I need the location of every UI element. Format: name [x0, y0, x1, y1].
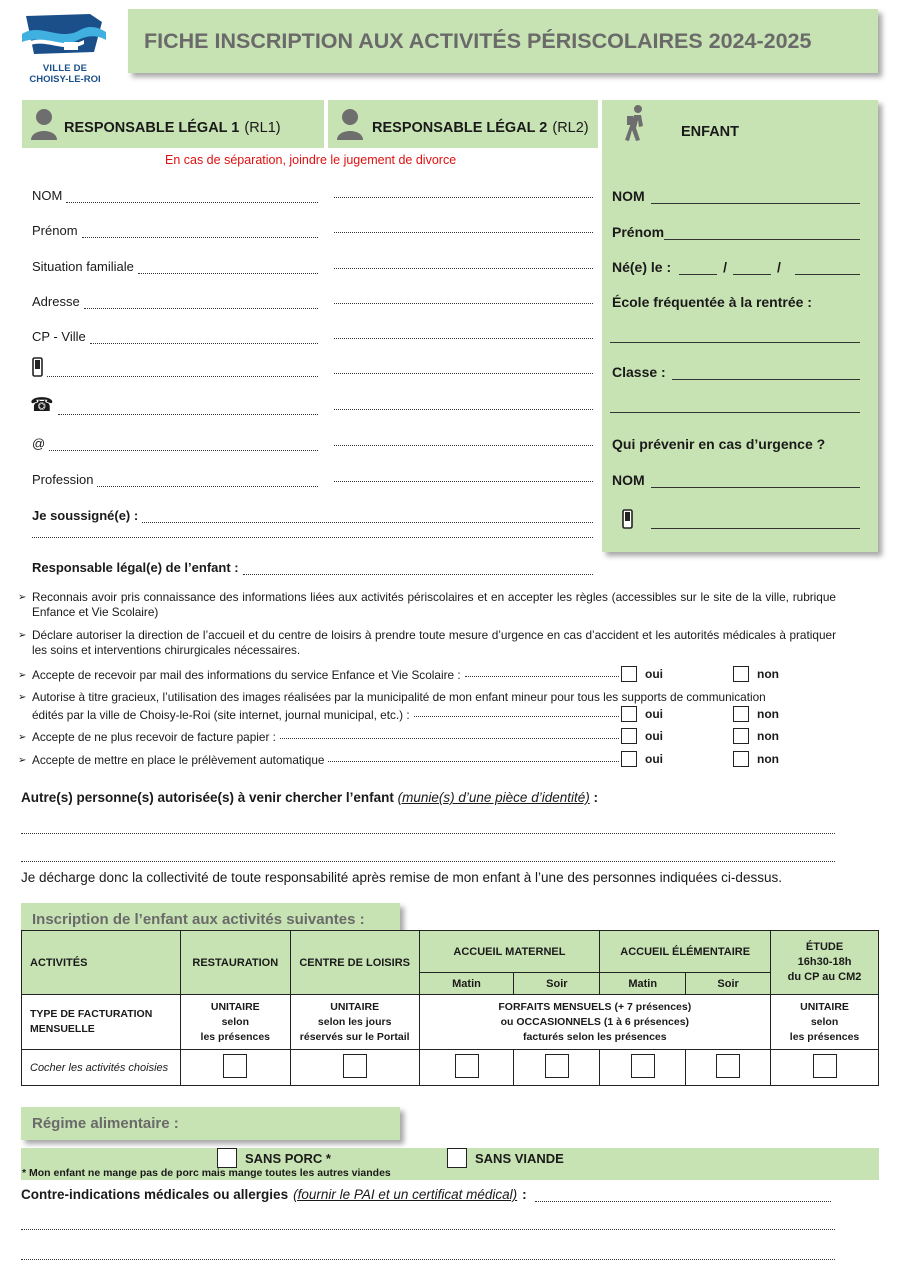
- enfant-ecole: [612, 294, 860, 310]
- enfant-classe-line[interactable]: [610, 401, 860, 413]
- rl1-code: (RL1): [244, 120, 281, 136]
- sans-porc-option[interactable]: [217, 1148, 331, 1168]
- date-separator: /: [777, 259, 781, 275]
- city-logo: [20, 12, 110, 86]
- rl1-header: [22, 100, 324, 148]
- cb-mat-matin[interactable]: [419, 1050, 514, 1086]
- checkbox[interactable]: [621, 751, 637, 767]
- cb-etude[interactable]: [771, 1050, 879, 1086]
- enfant-nom[interactable]: [612, 188, 860, 204]
- table-row-facturation: [22, 995, 879, 1050]
- bullet-reglement: [18, 590, 836, 620]
- enfant-classe[interactable]: [612, 364, 860, 380]
- oui-label: oui: [645, 729, 663, 743]
- enfant-label: ENFANT: [681, 124, 739, 140]
- type-line2: MENSUELLE: [30, 1023, 95, 1035]
- field-email-rl2[interactable]: [330, 436, 597, 446]
- bullet-text: Déclare autoriser la direction de l’accueil et du centre de loisirs à prendre toute mesure d’urgence en cas d’accident et les autorités médicales à pratiquer les soins et interventions chirurgicales nécessaires.: [32, 628, 836, 657]
- checkbox[interactable]: [223, 1054, 247, 1078]
- images-oui[interactable]: [621, 706, 663, 722]
- field-label: Qui prévenir en cas d’urgence ?: [612, 436, 826, 452]
- field-label: NOM: [612, 472, 645, 488]
- cb-elem-matin[interactable]: [600, 1050, 686, 1086]
- mat-matin: Matin: [419, 973, 514, 995]
- cb-elem-soir[interactable]: [686, 1050, 771, 1086]
- cb-mat-soir[interactable]: [514, 1050, 600, 1086]
- col-etude: [771, 931, 879, 995]
- prelevement-non[interactable]: [733, 751, 779, 767]
- field-cp[interactable]: [32, 329, 322, 344]
- sans-porc-label: SANS PORC *: [245, 1150, 331, 1166]
- bullet-text: Accepte de ne plus recevoir de facture papier :: [32, 730, 276, 744]
- field-profession[interactable]: [32, 472, 322, 487]
- facture-non[interactable]: [733, 728, 779, 744]
- enfant-naissance[interactable]: [612, 259, 860, 275]
- field-profession-rl2[interactable]: [330, 472, 597, 482]
- contre-colon: :: [522, 1187, 527, 1202]
- etude-facturation: [771, 995, 879, 1050]
- logo-line1: VILLE DE: [42, 63, 88, 74]
- non-label: non: [757, 707, 779, 721]
- bullet-text: Reconnais avoir pris connaissance des informations liées aux activités périscolaires et en accepter les règles (accessibles sur le site de la ville, rubrique Enfance et Vie Scolaire): [32, 590, 836, 619]
- checkbox[interactable]: [621, 706, 637, 722]
- etude-line3: du CP au CM2: [787, 971, 862, 983]
- non-label: non: [757, 729, 779, 743]
- page-title: FICHE INSCRIPTION AUX ACTIVITÉS PÉRISCOLAIRES 2024-2025: [144, 28, 812, 53]
- email-icon: @: [32, 436, 46, 451]
- checkbox[interactable]: [716, 1054, 740, 1078]
- activities-table: [21, 930, 879, 1086]
- resto-facturation: [180, 995, 290, 1050]
- checkbox[interactable]: [545, 1054, 569, 1078]
- regime-banner: [21, 1107, 400, 1140]
- field-label: Classe :: [612, 364, 666, 380]
- inscription-title: Inscription de l’enfant aux activités suivantes :: [32, 911, 365, 928]
- bullet-text: Accepte de recevoir par mail des informations du service Enfance et Vie Scolaire :: [32, 668, 461, 682]
- field-prenom[interactable]: [32, 223, 322, 238]
- rl1-label: RESPONSABLE LÉGAL 1: [64, 120, 240, 136]
- sans-viande-label: SANS VIANDE: [475, 1150, 564, 1166]
- elem-matin: Matin: [600, 973, 686, 995]
- checkbox[interactable]: [733, 728, 749, 744]
- checkbox[interactable]: [733, 751, 749, 767]
- bullet-facture: [18, 730, 623, 745]
- cb-centre[interactable]: [290, 1050, 419, 1086]
- field-label: Profession: [32, 472, 94, 487]
- oui-label: oui: [645, 752, 663, 766]
- checkbox[interactable]: [621, 666, 637, 682]
- separation-note: En cas de séparation, joindre le jugement de divorce: [165, 153, 457, 167]
- regime-note: * Mon enfant ne mange pas de porc mais mange toutes les autres viandes: [22, 1167, 391, 1179]
- type-facturation: [22, 995, 181, 1050]
- table-row-cocher: [22, 1050, 879, 1086]
- autres-line-1[interactable]: [21, 824, 835, 834]
- enfant-prenom[interactable]: [612, 224, 860, 240]
- images-non[interactable]: [733, 706, 779, 722]
- field-label: NOM: [32, 188, 63, 203]
- field-email[interactable]: [32, 436, 322, 451]
- field-cp-rl2[interactable]: [330, 329, 597, 339]
- checkbox[interactable]: [813, 1054, 837, 1078]
- field-adresse-rl2[interactable]: [330, 294, 597, 304]
- rl2-code: (RL2): [552, 120, 589, 136]
- field-nom[interactable]: [32, 188, 322, 203]
- etude-line2: 16h30-18h: [797, 956, 852, 968]
- field-label: Prénom: [32, 223, 78, 238]
- centre-facturation: [290, 995, 419, 1050]
- forfait-facturation: [419, 995, 770, 1050]
- checkbox[interactable]: [621, 728, 637, 744]
- field-situation-rl2[interactable]: [330, 259, 597, 269]
- enfant-ecole-line[interactable]: [610, 331, 860, 343]
- field-label: CP - Ville: [32, 329, 86, 344]
- field-label: Situation familiale: [32, 259, 134, 274]
- resto-line1: UNITAIRE: [210, 1000, 260, 1013]
- bullet-text: édités par la ville de Choisy-le-Roi (site internet, journal municipal, etc.) :: [32, 708, 410, 722]
- col-activites: ACTIVITÉS: [22, 931, 181, 995]
- contre-indications[interactable]: [21, 1187, 835, 1202]
- telephone-icon: ☎: [30, 395, 54, 416]
- prelevement-oui[interactable]: [621, 751, 663, 767]
- field-label: Je soussigné(e) :: [32, 508, 139, 523]
- bullet-text: Autorise à titre gracieux, l’utilisation des images réalisées par la municipalité de mon enfant mineur pour tous les supports de communication: [32, 690, 766, 704]
- etude-line1: ÉTUDE: [805, 941, 844, 953]
- et-line3: les présences: [789, 1030, 860, 1043]
- field-phone-rl2[interactable]: [330, 400, 597, 410]
- forf-line1: FORFAITS MENSUELS (+ 7 présences): [498, 1000, 692, 1013]
- field-mobile-rl2[interactable]: [330, 364, 597, 374]
- col-restauration: RESTAURATION: [180, 931, 290, 995]
- mail-oui[interactable]: [621, 666, 663, 682]
- person-icon: [30, 108, 58, 140]
- autres-note: (munie(s) d’une pièce d’identité): [397, 790, 590, 805]
- arrow-icon: ➢: [18, 670, 27, 681]
- centre-line1: UNITAIRE: [330, 1000, 380, 1013]
- cocher-label: Cocher les activités choisies: [22, 1050, 181, 1086]
- sans-viande-option[interactable]: [447, 1148, 564, 1168]
- table-header-row: [22, 931, 879, 973]
- field-nom-rl2[interactable]: [330, 188, 597, 198]
- autres-line-2[interactable]: [21, 852, 835, 862]
- checkbox[interactable]: [217, 1148, 237, 1168]
- enfant-urgence-nom[interactable]: [612, 472, 860, 488]
- title-banner: [128, 9, 878, 73]
- contre-line-2[interactable]: [21, 1220, 835, 1230]
- walking-child-icon: [624, 104, 650, 142]
- bullet-mail: [18, 668, 623, 683]
- field-label: Adresse: [32, 294, 80, 309]
- col-elementaire: ACCUEIL ÉLÉMENTAIRE: [600, 931, 771, 973]
- elem-soir: Soir: [686, 973, 771, 995]
- type-line1: TYPE DE FACTURATION: [30, 1008, 153, 1020]
- logo-line2: CHOISY-LE-ROI: [29, 74, 101, 85]
- col-maternel: ACCUEIL MATERNEL: [419, 931, 600, 973]
- field-mobile[interactable]: [32, 357, 322, 377]
- checkbox[interactable]: [455, 1054, 479, 1078]
- rl2-label: RESPONSABLE LÉGAL 2: [372, 120, 548, 136]
- autres-personnes-label: [21, 790, 598, 805]
- forf-line2: ou OCCASIONNELS (1 à 6 présences): [500, 1015, 690, 1028]
- facture-oui[interactable]: [621, 728, 663, 744]
- forf-line3: facturés selon les présences: [523, 1030, 667, 1043]
- rl2-header: [328, 100, 598, 148]
- contre-label: Contre-indications médicales ou allergies: [21, 1187, 289, 1202]
- field-adresse[interactable]: [32, 294, 322, 309]
- contre-note: (fournir le PAI et un certificat médical): [293, 1187, 518, 1202]
- field-label: Responsable légal(e) de l’enfant :: [32, 560, 239, 575]
- field-situation[interactable]: [32, 259, 322, 274]
- field-label: NOM: [612, 188, 645, 204]
- checkbox[interactable]: [447, 1148, 467, 1168]
- centre-line2: selon les jours: [317, 1015, 392, 1028]
- arrow-icon: ➢: [18, 692, 27, 703]
- checkbox[interactable]: [343, 1054, 367, 1078]
- mobile-phone-icon: [622, 509, 633, 529]
- col-centre: CENTRE DE LOISIRS: [290, 931, 419, 995]
- et-line2: selon: [810, 1015, 839, 1028]
- field-prenom-rl2[interactable]: [330, 223, 597, 233]
- oui-label: oui: [645, 707, 663, 721]
- field-label: Prénom: [612, 224, 665, 240]
- resto-line2: selon: [221, 1015, 249, 1028]
- autres-colon: :: [593, 790, 598, 805]
- bullet-images: [18, 690, 836, 705]
- checkbox[interactable]: [631, 1054, 655, 1078]
- field-responsable[interactable]: [32, 560, 597, 575]
- et-line1: UNITAIRE: [800, 1000, 849, 1013]
- resto-line3: les présences: [200, 1030, 271, 1043]
- arrow-icon: ➢: [18, 755, 27, 766]
- checkbox[interactable]: [733, 706, 749, 722]
- oui-label: oui: [645, 667, 663, 681]
- bullet-images-2: [32, 708, 623, 723]
- field-phone[interactable]: [30, 397, 322, 415]
- field-label: Né(e) le :: [612, 259, 672, 275]
- field-soussigne[interactable]: [32, 508, 597, 523]
- checkbox[interactable]: [733, 666, 749, 682]
- person-icon: [336, 108, 364, 140]
- contre-line-3[interactable]: [21, 1250, 835, 1260]
- logo-emblem-icon: [20, 12, 106, 58]
- field-soussigne-2[interactable]: [32, 528, 597, 538]
- bullet-urgence: [18, 628, 836, 658]
- bullet-text: Accepte de mettre en place le prélèvement automatique: [32, 753, 325, 767]
- arrow-icon: ➢: [18, 630, 27, 641]
- centre-line3: réservés sur le Portail: [299, 1030, 410, 1043]
- non-label: non: [757, 667, 779, 681]
- arrow-icon: ➢: [18, 732, 27, 743]
- cb-restauration[interactable]: [180, 1050, 290, 1086]
- mobile-phone-icon: [32, 357, 43, 377]
- decharge-text: Je décharge donc la collectivité de toute responsabilité après remise de mon enfant à l’une des personnes indiquées ci-dessus.: [21, 870, 782, 885]
- non-label: non: [757, 752, 779, 766]
- enfant-urgence: [612, 436, 860, 452]
- bullet-prelevement: [18, 753, 623, 768]
- field-label: École fréquentée à la rentrée :: [612, 294, 812, 310]
- mat-soir: Soir: [514, 973, 600, 995]
- autres-label: Autre(s) personne(s) autorisée(s) à venir chercher l’enfant: [21, 790, 394, 805]
- date-separator: /: [723, 259, 728, 275]
- enfant-urgence-mobile[interactable]: [622, 509, 860, 529]
- regime-title: Régime alimentaire :: [32, 1115, 179, 1132]
- arrow-icon: ➢: [18, 592, 27, 603]
- mail-non[interactable]: [733, 666, 779, 682]
